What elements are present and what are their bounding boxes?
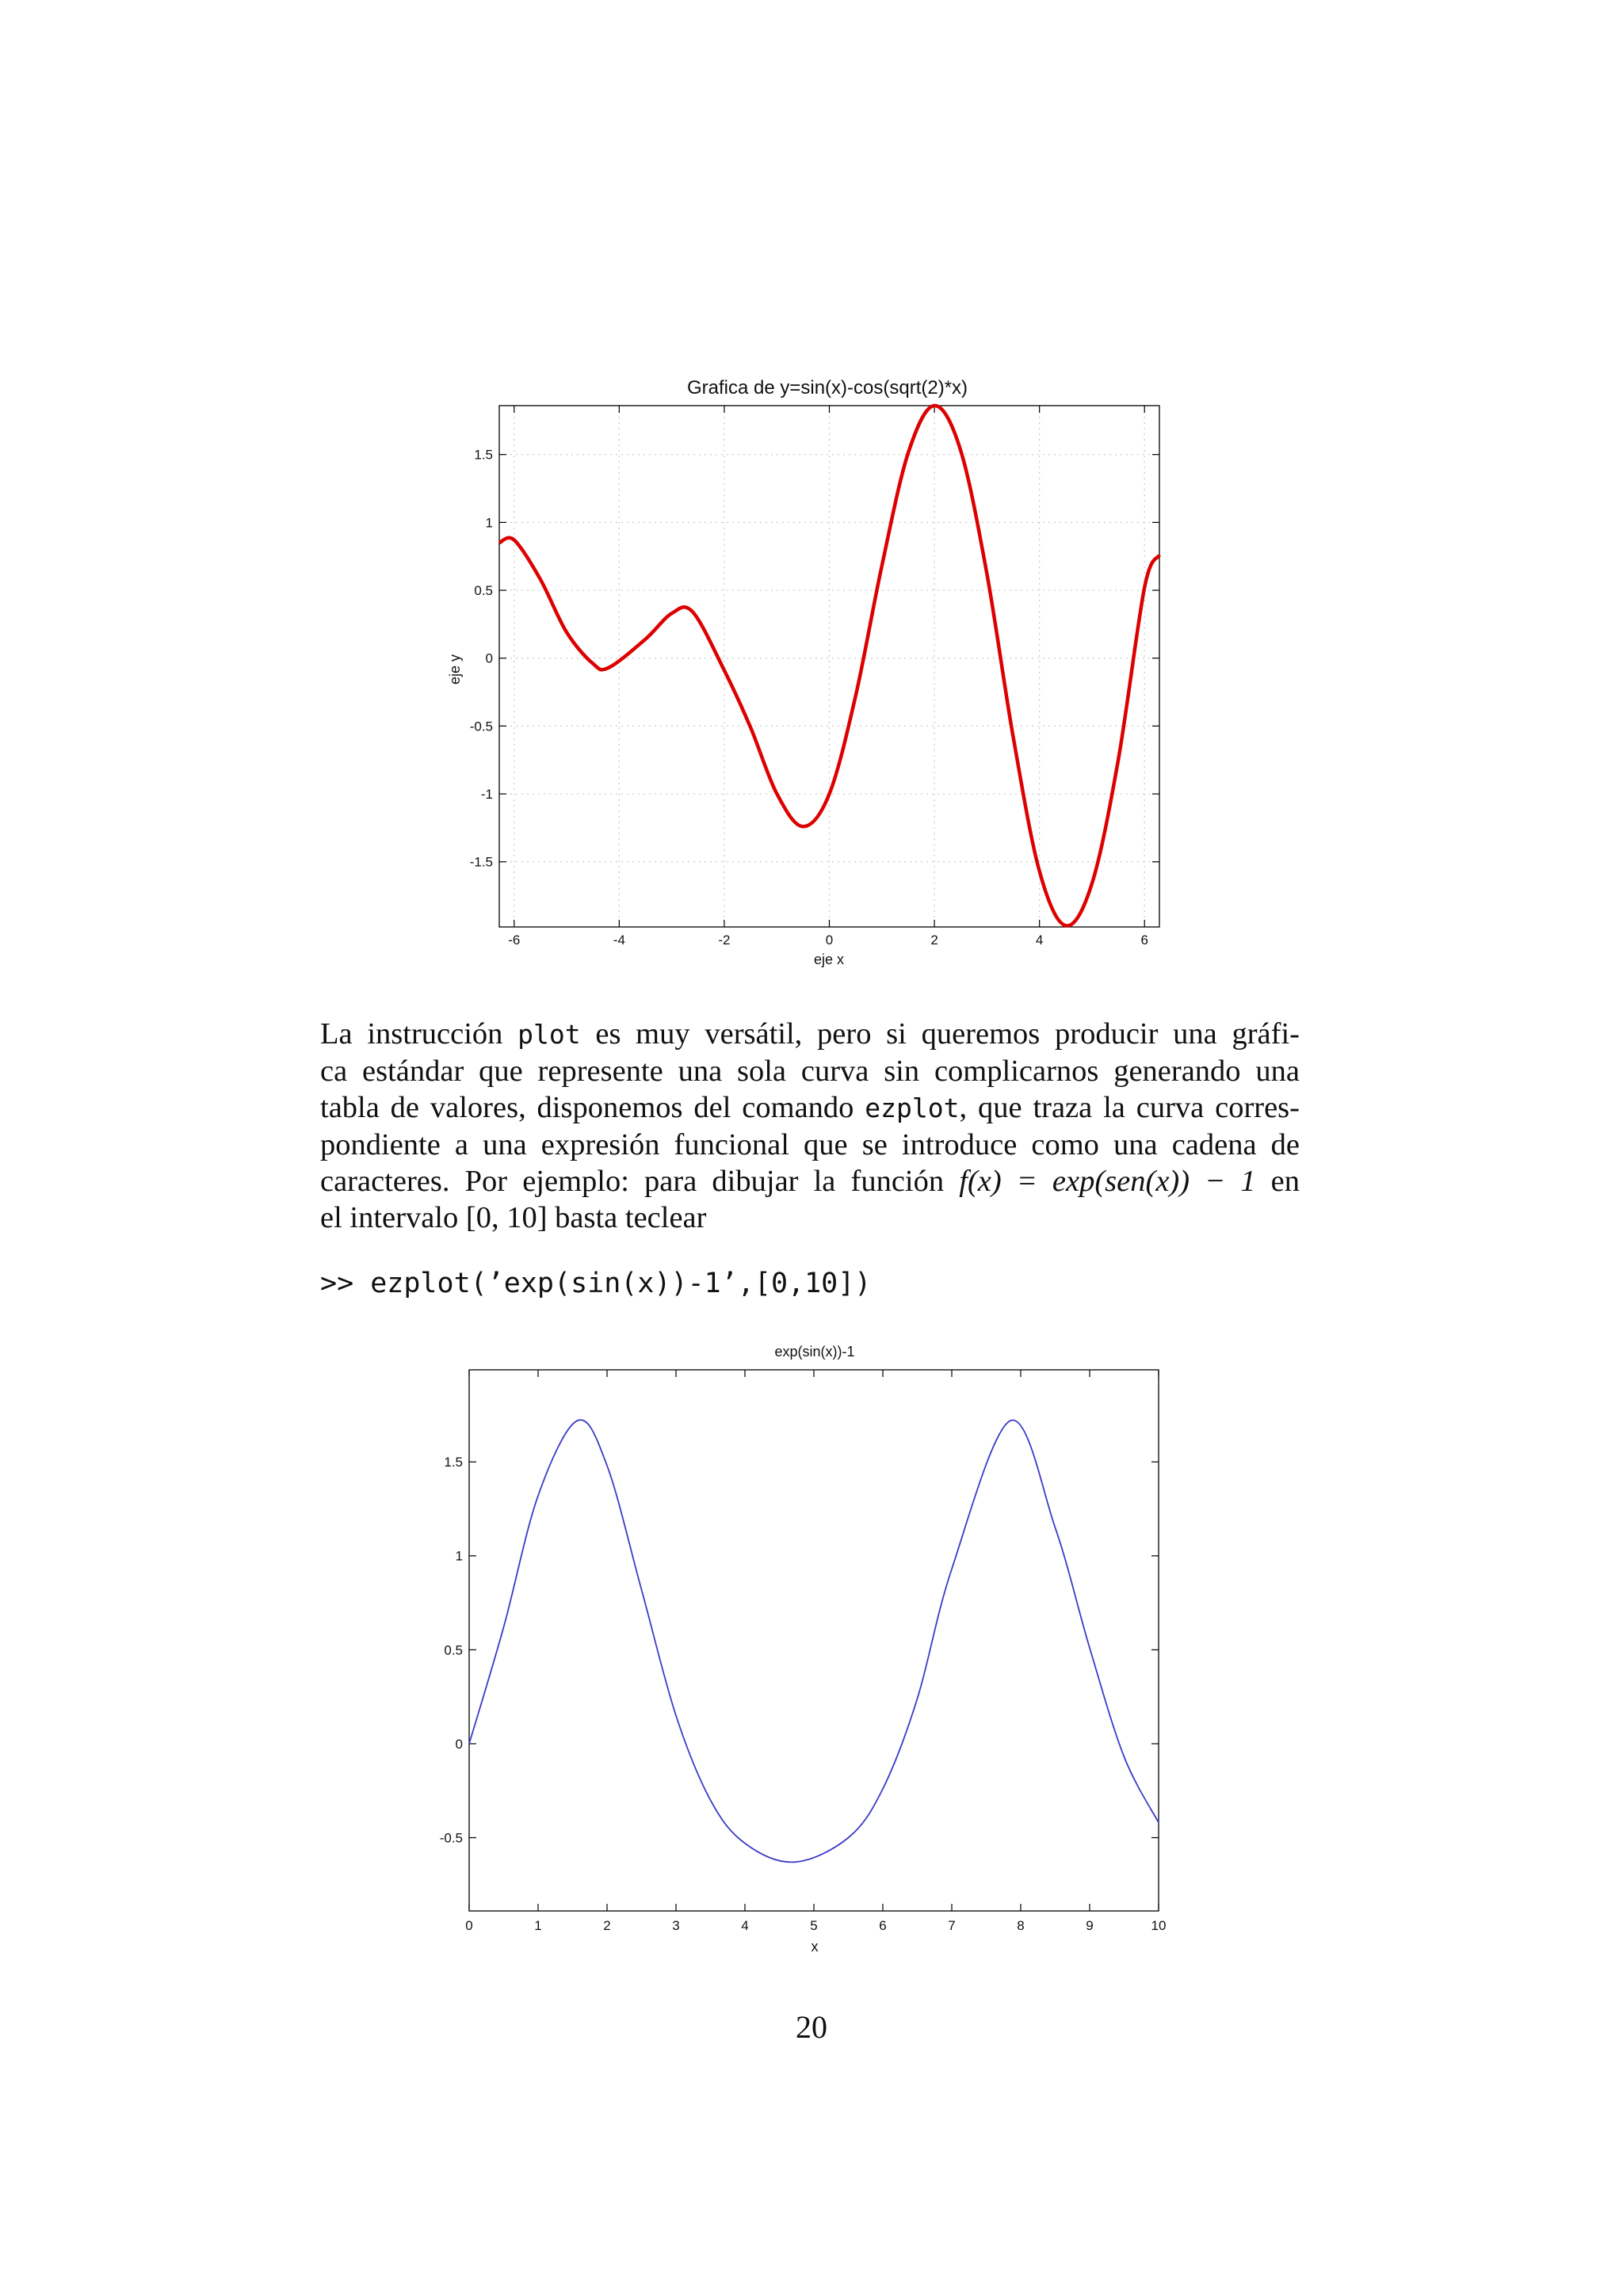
paragraph-line-2: ca estándar que represente una sola curva sin complicarnos generando una	[320, 1055, 1300, 1088]
inline-code-ezplot: ezplot	[865, 1093, 960, 1123]
chart1-title: Grafica de y=sin(x)-cos(sqrt(2)*x)	[686, 377, 968, 399]
matlab-command: >> ezplot(’exp(sin(x))-1’,[0,10])	[320, 1268, 872, 1299]
paragraph-text: en	[1255, 1165, 1300, 1198]
chart1-axis-ticks	[470, 406, 1159, 948]
y-tick-label: 1	[455, 1548, 463, 1564]
y-tick-label: 0	[455, 1736, 463, 1752]
paragraph-text: el intervalo	[320, 1201, 466, 1234]
paragraph-text: caracteres. Por ejemplo: para dibujar la función	[320, 1165, 960, 1198]
paragraph-text: , que traza la curva corres-	[959, 1091, 1300, 1124]
paragraph-line-5	[320, 1163, 1300, 1199]
x-tick-label: 9	[1086, 1918, 1094, 1933]
x-tick-label: -6	[508, 933, 521, 948]
chart2-x-axis-label: x	[811, 1939, 819, 1955]
x-tick-label: 4	[741, 1918, 749, 1933]
page-number: 20	[796, 2009, 827, 2045]
x-tick-label: -2	[718, 933, 731, 948]
paragraph-line-3	[320, 1089, 1300, 1127]
x-tick-label: 5	[810, 1918, 818, 1933]
inline-code-plot: plot	[517, 1019, 581, 1050]
paragraph-line-1	[320, 1016, 1300, 1053]
y-tick-label: 1.5	[474, 447, 493, 463]
x-tick-label: 2	[930, 933, 938, 948]
x-tick-label: 2	[603, 1918, 611, 1933]
x-tick-label: 7	[948, 1918, 956, 1933]
paragraph-text: La instrucción	[320, 1017, 518, 1051]
y-tick-label: 1	[485, 515, 493, 531]
body-paragraph	[320, 1016, 1300, 1236]
chart2-title: exp(sin(x))-1	[774, 1344, 855, 1360]
x-tick-label: 4	[1035, 933, 1044, 948]
paragraph-line-4: pondiente a una expresión funcional que se introduce como una cadena de	[320, 1128, 1300, 1161]
y-tick-label: -0.5	[469, 719, 493, 734]
y-tick-label: -1	[480, 787, 493, 803]
paragraph-text: es muy versátil, pero si queremos producir una gráfi-	[580, 1017, 1300, 1051]
chart2-series-line	[469, 1420, 1159, 1862]
y-tick-label: 1.5	[444, 1455, 463, 1470]
x-tick-label: 0	[465, 1918, 473, 1933]
y-tick-label: -0.5	[439, 1830, 463, 1846]
x-tick-label: 6	[1140, 933, 1148, 948]
chart1-y-axis-label: eje y	[447, 654, 463, 685]
x-tick-label: 3	[672, 1918, 680, 1933]
inline-math-interval: [0, 10]	[465, 1201, 548, 1234]
y-tick-label: 0.5	[444, 1642, 463, 1658]
chart2-plot-frame	[469, 1370, 1159, 1911]
x-tick-label: 10	[1151, 1918, 1167, 1933]
chart2-axis-ticks	[440, 1370, 1167, 1933]
inline-math-function: f(x) = exp(sen(x)) − 1	[959, 1165, 1256, 1198]
x-tick-label: 0	[825, 933, 834, 948]
paragraph-line-6	[320, 1199, 1300, 1236]
sine-cosine-chart	[0, 0, 1623, 982]
y-tick-label: 0	[485, 650, 493, 666]
y-tick-label: -1.5	[469, 854, 493, 870]
x-tick-label: 6	[879, 1918, 887, 1933]
x-tick-label: 8	[1017, 1918, 1025, 1933]
paragraph-text: basta teclear	[547, 1201, 707, 1234]
chart1-x-axis-label: eje x	[813, 952, 845, 967]
paragraph-text: tabla de valores, disponemos del comando	[320, 1091, 865, 1124]
y-tick-label: 0.5	[474, 582, 493, 598]
x-tick-label: -4	[613, 933, 625, 948]
x-tick-label: 1	[534, 1918, 542, 1933]
